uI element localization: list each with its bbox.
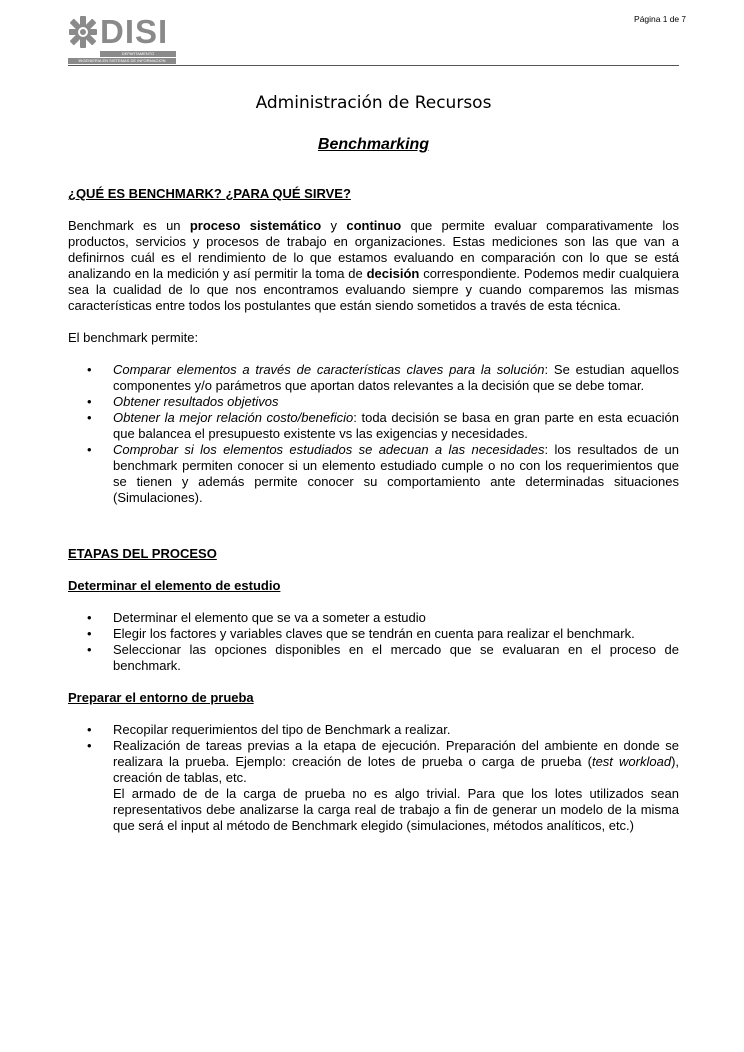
list-item: • Elegir los factores y variables claves que se tendrán en cuenta para realizar el benchmark. <box>87 626 635 641</box>
page-total: 7 <box>681 15 686 24</box>
disi-logo <box>68 15 178 65</box>
bullet-icon: • <box>87 642 92 657</box>
paragraph-definition: Benchmark es un proceso sistemático y continuo que permite evaluar comparativamente los productos, servicios y procesos de trabajo en organizaciones. Estas mediciones son las que van a definirnos cuál es el rendimiento de lo que estamos evaluando en comparación con lo que se está analizando en la medición y así permitir la toma de decisión correspondiente. Podemos medir cualquiera sea la cualidad de lo que nos encontramos evaluando siempre y cuando comparemos las mismas características entre todos los postulantes que están siendo sometidos a través de esta técnica. <box>68 218 679 313</box>
paragraph-permite: El benchmark permite: <box>68 330 199 345</box>
logo-subtitle-2: INGENIERIA EN SISTEMAS DE INFORMACION <box>68 58 176 64</box>
benefits-list <box>68 362 679 506</box>
list-item: • Comprobar si los elementos estudiados se adecuan a las necesidades: los resultados de un benchmark permiten conocer si un elemento estudiado cumple o no con los requerimientos que se tienen y además permite conocer su comportamiento ante determinadas situaciones (Simulaciones). <box>87 442 680 505</box>
logo-text: DISI <box>100 13 169 50</box>
bullet-icon: • <box>87 394 92 409</box>
page-current: 1 <box>662 15 668 24</box>
preparar-list <box>68 722 679 834</box>
list-item: • Seleccionar las opciones disponibles en el mercado que se evaluaran en el proceso de benchmark. <box>87 642 679 673</box>
page-number <box>634 14 686 24</box>
logo-emblem-icon <box>68 15 98 49</box>
bullet-icon: • <box>87 722 92 737</box>
bullet-icon: • <box>87 410 92 425</box>
determinar-list <box>68 610 679 674</box>
bullet-icon: • <box>87 626 92 641</box>
page-label: Página <box>634 14 661 24</box>
section-heading-benchmark: ¿QUÉ ES BENCHMARK? ¿PARA QUÉ SIRVE? <box>68 186 351 201</box>
list-item: • Recopilar requerimientos del tipo de Benchmark a realizar. <box>87 722 451 737</box>
document-body <box>68 186 679 834</box>
page-of: de <box>669 14 680 24</box>
bullet-icon: • <box>87 442 92 457</box>
bullet-icon: • <box>87 610 92 625</box>
document-title: Administración de Recursos <box>255 93 492 113</box>
carga-paragraph: El armado de de la carga de prueba no es algo trivial. Para que los lotes utilizados sean representativos debe analizarse la carga real de trabajo a fin de generar un modelo de la misma que será el input al método de Benchmark elegido (simulaciones, métodos analíticos, etc.) <box>113 786 679 833</box>
logo-subtitle-1: DEPARTAMENTO <box>100 51 176 57</box>
bullet-icon: • <box>87 738 92 753</box>
list-item: • Comparar elementos a través de características claves para la solución: Se estudian aquellos componentes y/o parámetros que aportan datos relevantes a la decisión que se debe tomar. <box>87 362 679 393</box>
subsection-heading-preparar: Preparar el entorno de prueba <box>68 690 254 705</box>
bullet-icon: • <box>87 362 92 377</box>
list-item: • Obtener la mejor relación costo/beneficio: toda decisión se basa en gran parte en esta ecuación que balancea el presupuesto existente vs las exigencias y necesidades. <box>87 410 680 441</box>
list-item: • Realización de tareas previas a la etapa de ejecución. Preparación del ambiente en donde se realizara la prueba. Ejemplo: creación de lotes de prueba o carga de prueba (test workload), creación de tablas, etc. El armado de de la carga de prueba no es algo trivial. Para que los lotes utilizados sean representativos debe analizarse la carga real de trabajo a fin de generar un modelo de la misma que será el input al método de Benchmark elegido (simulaciones, métodos analíticos, etc.) <box>87 738 680 833</box>
list-item: • Obtener resultados objetivos <box>87 394 279 409</box>
header-divider <box>68 65 679 66</box>
document-subtitle: Benchmarking <box>317 136 430 153</box>
section-heading-etapas: ETAPAS DEL PROCESO <box>68 546 217 561</box>
list-item: • Determinar el elemento que se va a someter a estudio <box>87 610 426 625</box>
subsection-heading-determinar: Determinar el elemento de estudio <box>68 578 281 593</box>
